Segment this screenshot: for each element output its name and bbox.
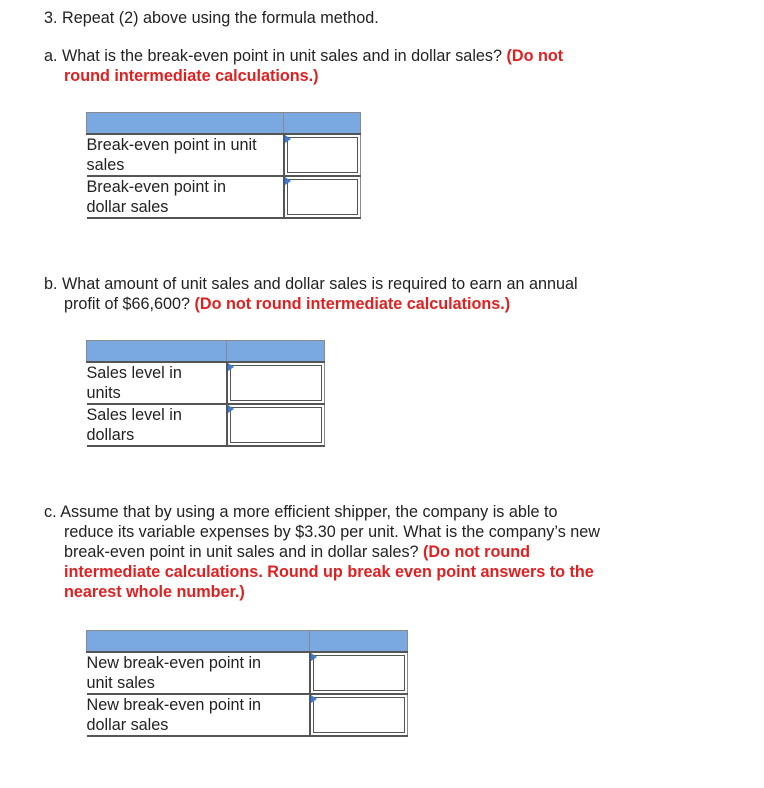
row-label bbox=[87, 652, 310, 694]
question-c-note-end: nearest whole number.) bbox=[64, 583, 245, 601]
row-label-line: dollar sales bbox=[86, 198, 169, 216]
question-a-note: (Do not bbox=[506, 47, 564, 65]
question-c-note-cont: intermediate calculations. Round up break even point answers to the bbox=[64, 563, 594, 581]
cell-marker-icon bbox=[228, 363, 234, 371]
cell-marker-icon bbox=[311, 653, 317, 661]
question-b-line1: b. What amount of unit sales and dollar sales is required to earn an annual bbox=[44, 275, 578, 293]
break-even-units-input[interactable] bbox=[287, 137, 359, 173]
table-b-header-label bbox=[87, 341, 227, 363]
row-label-line: unit sales bbox=[86, 674, 155, 692]
row-label-line: New break-even point in bbox=[86, 654, 262, 672]
table-a-header-label bbox=[87, 113, 284, 135]
question-b-line2 bbox=[64, 294, 510, 314]
answer-cell bbox=[284, 134, 361, 176]
cell-marker-icon bbox=[311, 695, 317, 703]
row-label bbox=[87, 694, 310, 736]
table-row bbox=[87, 694, 408, 736]
table-b-header-value bbox=[227, 341, 325, 363]
cell-marker-icon bbox=[285, 177, 291, 185]
answer-cell bbox=[227, 404, 325, 446]
question-b-text: profit of $66,600? bbox=[64, 295, 190, 313]
answer-cell bbox=[310, 652, 408, 694]
table-a-header-value bbox=[284, 113, 361, 135]
break-even-dollars-input[interactable] bbox=[287, 179, 359, 215]
question-c-note: (Do not round bbox=[423, 543, 531, 561]
cell-marker-icon bbox=[228, 405, 234, 413]
table-c-header-value bbox=[310, 631, 408, 653]
row-label-line: Sales level in bbox=[86, 406, 182, 424]
row-label-line: Sales level in bbox=[86, 364, 182, 382]
sales-dollars-input[interactable] bbox=[230, 407, 323, 443]
question-c-text: break-even point in unit sales and in dollar sales? bbox=[64, 543, 419, 561]
row-label bbox=[87, 134, 284, 176]
cell-marker-icon bbox=[285, 135, 291, 143]
row-label-line: dollar sales bbox=[86, 716, 169, 734]
table-row bbox=[87, 652, 408, 694]
answer-table-a bbox=[86, 112, 361, 219]
question-c-line3 bbox=[64, 542, 530, 562]
row-label-line: dollars bbox=[86, 426, 135, 444]
table-row bbox=[87, 362, 325, 404]
row-label-line: units bbox=[86, 384, 121, 402]
table-row bbox=[87, 404, 325, 446]
sales-units-input[interactable] bbox=[230, 365, 323, 401]
new-break-even-dollars-input[interactable] bbox=[313, 697, 406, 733]
row-label bbox=[87, 362, 227, 404]
answer-table-c bbox=[86, 630, 408, 737]
table-c-header-label bbox=[87, 631, 310, 653]
answer-cell bbox=[310, 694, 408, 736]
section-heading: 3. Repeat (2) above using the formula method. bbox=[44, 9, 379, 27]
row-label-line: New break-even point in bbox=[86, 696, 262, 714]
answer-cell bbox=[227, 362, 325, 404]
question-a-text: a. What is the break-even point in unit sales and in dollar sales? bbox=[44, 47, 503, 65]
row-label-line: Break-even point in bbox=[86, 178, 226, 196]
answer-cell bbox=[284, 176, 361, 218]
new-break-even-units-input[interactable] bbox=[313, 655, 406, 691]
row-label-line: sales bbox=[86, 156, 125, 174]
question-a bbox=[44, 46, 563, 66]
table-row bbox=[87, 134, 361, 176]
row-label-line: Break-even point in unit bbox=[86, 136, 257, 154]
question-c-line2: reduce its variable expenses by $3.30 per unit. What is the company’s new bbox=[64, 523, 600, 541]
table-row bbox=[87, 176, 361, 218]
question-c-line1: c. Assume that by using a more efficient shipper, the company is able to bbox=[44, 503, 558, 521]
row-label bbox=[87, 176, 284, 218]
question-b-note: (Do not round intermediate calculations.) bbox=[194, 295, 511, 313]
answer-table-b bbox=[86, 340, 325, 447]
row-label bbox=[87, 404, 227, 446]
question-a-note-cont: round intermediate calculations.) bbox=[64, 67, 319, 85]
